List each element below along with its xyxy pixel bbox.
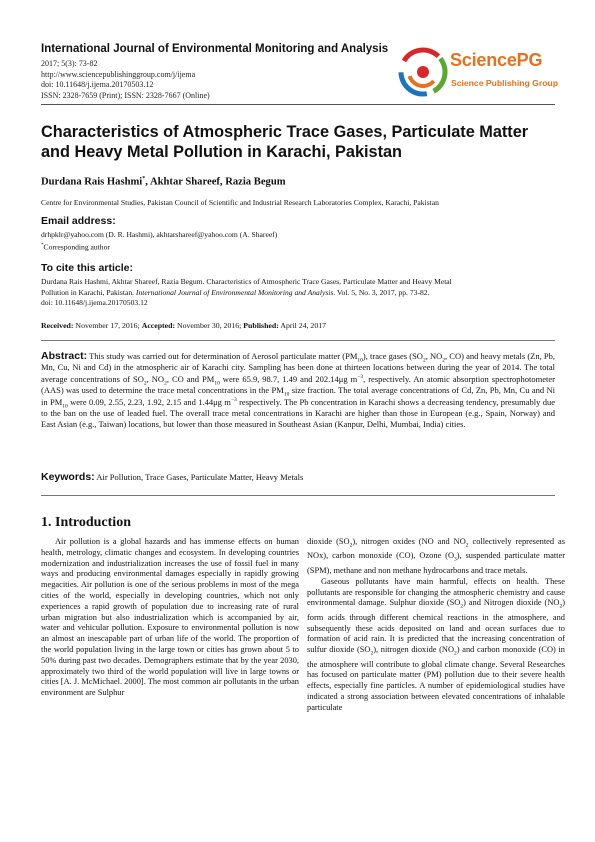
body-column-right	[307, 537, 565, 714]
citation-line-1: Durdana Rais Hashmi, Akhtar Shareef, Razia Begum. Characteristics of Atmospheric Trace Gases, Particulate Matter and Heavy Metal	[41, 277, 452, 286]
abstract-bottom-divider	[41, 495, 555, 496]
doi: doi: 10.11648/j.ijema.20170503.12	[41, 80, 154, 89]
article-title: Characteristics of Atmospheric Trace Gases, Particulate Matter and Heavy Metal Pollution in Karachi, Pakistan	[41, 123, 529, 161]
other-authors: , Akhtar Shareef, Razia Begum	[145, 176, 286, 188]
logo-subtitle: Science Publishing Group	[451, 78, 558, 88]
abstract-top-divider	[41, 340, 555, 341]
abstract: Abstract: This study was carried out for determination of Aerosol particulate matter $(PM_{10})$, trace gases ($SO_2$, $NO_2$, CO) and heavy metals (Zn, Pb, Mn, Cu, Ni and Cd) in the atmospheric air of Karachi city. Sampling has been done at thirteen locations between during the year of 2014. The total average concentrations of $SO_2$, $NO_2$, CO and $PM_{10}$ were 65.9, 98.7, 1.49 and 202.14μg $m^{-3}$, respectively. An atomic absorption spectrophotometer (AAS) was used to determine the trace metal concentrations in the $PM_{10}$ size fraction. The total average concentrations of Cd, Zn, Pb, Mn, Cu and Ni in $PM_{10}$ were 0.09, 2.55, 2.23, 1.92, 2.15 and 1.44μg $m^{-3}$ respectively. The Pb concentration in Karachi shows a decreasing tendency, presumably due to the ban on the use of leaded fuel. The overall trace metal concentrations in Karachi are higher than those in European (e.g., Spain, Norway) and East Asian (e.g., Taiwan) locations, but lower than those measured in Southeast Asian (Kanpur, Delhi, Mumbai, India) cities.	[41, 350, 556, 430]
body-column-left	[41, 537, 299, 699]
issn: ISSN: 2328-7659 (Print); ISSN: 2328-7667 (Online)	[41, 90, 210, 100]
email-addresses[interactable]: drhpklr@yahoo.com (D. R. Hashmi), akhtarshareef@yahoo.com (A. Shareef)	[41, 230, 278, 239]
citation-doi: doi: 10.11648/j.ijema.20170503.12	[41, 298, 148, 307]
authors	[41, 176, 286, 188]
section-heading-introduction: 1. Introduction	[41, 515, 131, 530]
sciencepg-logo-icon	[398, 47, 448, 97]
affiliation: Centre for Environmental Studies, Pakistan Council of Scientific and Industrial Research Laboratories Complex, Karachi, Pakistan	[41, 198, 439, 207]
corresponding-author-note: *Corresponding author	[41, 242, 110, 252]
author-1: Durdana Rais Hashmi	[41, 176, 143, 188]
keywords	[41, 471, 303, 483]
journal-title: International Journal of Environmental Monitoring and Analysis	[41, 43, 389, 55]
issue-info: 2017; 5(3): 73-82	[41, 59, 98, 68]
paragraph: Gaseous pollutants have main harmful, effects on health. These pollutants are responsible for changing the atmospheric chemistry and cause environmental damage. Sulphur dioxide $(SO_2)$ and Nitrogen dioxide $(NO_2)$ form acids through different chemical reactions in the atmosphere, and subsequently these acids deposited on land and ocean surfaces due to formation of acid rain. It is predicted that the increasing concentration of sulfur dioxide $(SO_2)$, nitrogen dioxide $(NO_2)$ and carbon monoxide (CO) in the atmosphere will contribute to global climate change. Several Researches has focused on particulate matter (PM) pollution due to their severe health effects, especially fine particles. A number of epidemiological studies have indicated a strong association between elevated concentrations of inhalable particulate	[307, 576, 565, 712]
journal-url[interactable]: http://www.sciencepublishinggroup.com/j/ijema	[41, 69, 196, 79]
corresponding-mark: *	[142, 176, 146, 182]
citation-line-2: Pollution in Karachi, Pakistan. International Journal of Environmental Monitoring and Analysis. Vol. 5, No. 3, 2017, pp. 73-82.	[41, 287, 430, 297]
sciencepg-logo	[398, 47, 578, 99]
abstract-label: Abstract:	[41, 350, 88, 362]
citation-heading: To cite this article:	[41, 262, 133, 274]
paragraph: dioxide $(SO_2)$, nitrogen oxides (NO and $NO_2$ collectively represented as NOx), carbon monoxide (CO), Ozone $(O_3)$, suspended particulate matter (SPM), methane and non methane hydrocarbons and trace metals.	[307, 537, 566, 575]
logo-wordmark: SciencePG	[450, 50, 543, 70]
email-heading: Email address:	[41, 215, 116, 227]
keywords-list: Air Pollution, Trace Gases, Particulate Matter, Heavy Metals	[94, 472, 304, 482]
keywords-label: Keywords:	[41, 471, 95, 483]
paragraph: Air pollution is a global hazards and has immense effects on human health, metrology, climatic changes and ecosystem. In developing countries modernization and industrialization increases the use of fossil fuel in many ways and producing environmental damages especially in rapidly growing megacities. Air pollution is one of the serious problems in most of the mega cities of the world, especially in developing countries, which not only experiences a rapid growth of population due to increasing rate of rural urban migration but also industrialization which is accompanied by air, water and vehicular pollution. Exposure to environmental pollution is now an almost an inescapable part of urban life of the world. The proportion of the world population living in the large town or cities has grown about 5 to 50% during past two decades. Demographers estimate that by the year 2030, approximately two third of the world population will live in large towns or cities [A. J. McMichael. 2000]. The most common air pollutants in the urban environment are Sulphur	[41, 537, 299, 698]
article-dates: Received: November 17, 2016; Accepted: November 30, 2016; Published: April 24, 2017	[41, 321, 327, 330]
header-divider	[41, 104, 555, 105]
